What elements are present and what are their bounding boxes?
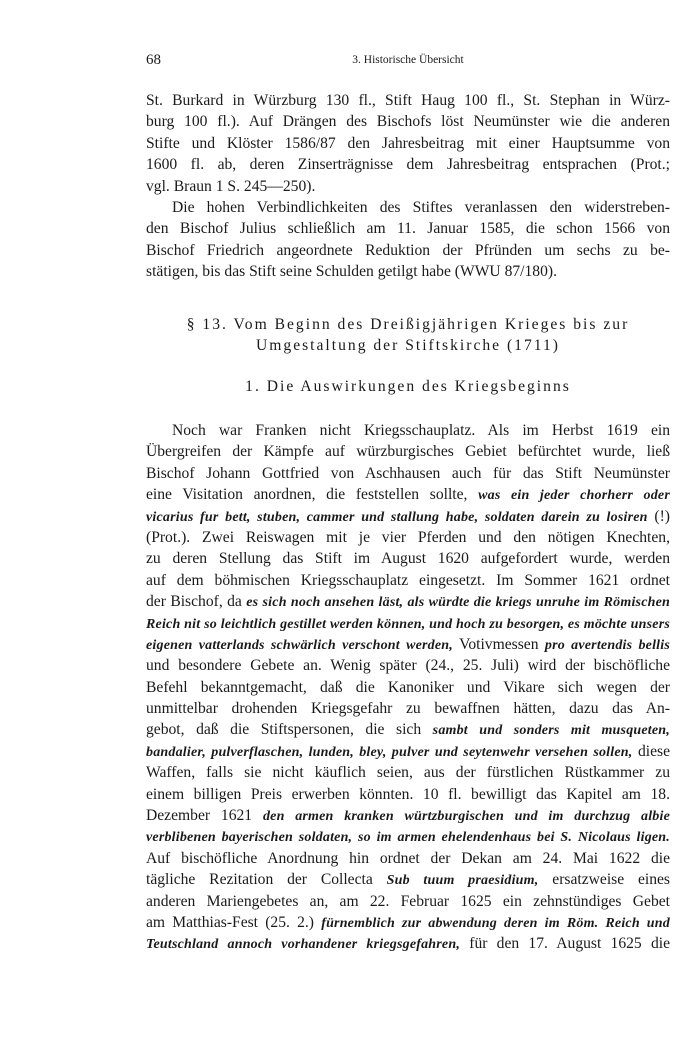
text-run: ersatzweise eines <box>538 871 670 889</box>
text-line <box>146 719 670 740</box>
page-header <box>146 52 670 72</box>
text-run: Votivmessen <box>452 635 545 653</box>
text-line: den Bischof Julius schließlich am 11. Januar 1585, die schon 1566 von <box>146 220 670 238</box>
text-run: gebot, daß die Stiftspersonen, die sich <box>146 721 433 739</box>
quote-run: den armen kranken würtzburgischen und im durchzug albie <box>262 809 670 825</box>
quote-run: Reich nit so leichtlich gestillet werden können, und hoch zu besorgen, es möchte unsers <box>146 616 670 632</box>
section-heading-line-2: Umgestaltung der Stiftskirche (1711) <box>256 337 560 355</box>
text-line <box>146 506 670 527</box>
text-line: 1600 fl. ab, deren Zinserträgnisse dem Jahresbeitrag entsprachen (Prot.; <box>146 156 670 174</box>
section-heading <box>146 314 670 357</box>
text-line <box>146 869 670 890</box>
text-line: anderen Mariengebetes an, am 22. Februar 1625 ein zehnstündiges Gebet <box>146 892 670 910</box>
quote-run: fürnemblich zur abwendung deren im Röm. Reich und <box>321 915 670 931</box>
text-line: Auf bischöfliche Anordnung hin ordnet der Dekan am 24. Mai 1622 die <box>146 849 670 867</box>
quote-run: was ein jeder chorherr oder <box>478 488 670 504</box>
subsection-heading <box>146 376 670 397</box>
text-run: (!) <box>654 507 670 525</box>
quote-run: es sich noch ansehen läst, als würdte die kriegs unruhe im Römischen <box>246 595 670 611</box>
text-line: und besondere Gebete an. Wenig später (24., 25. Juli) wird der bischöfliche <box>146 657 670 675</box>
text-line: vgl. Braun 1 S. 245—250). <box>146 177 316 195</box>
text-line: zu deren Stellung das Stift im August 1620 aufgefordert wurde, werden <box>146 550 670 568</box>
quote-run: bandalier, pulverflaschen, lunden, bley, pulver und seytenwehr versehen sollen, <box>146 744 633 760</box>
text-line: Bischof Johann Gottfried von Aschhausen auch für das Stift Neumünster <box>146 464 670 482</box>
text-line: St. Burkard in Würzburg 130 fl., Stift Haug 100 fl., St. Stephan in Würz- <box>146 92 670 109</box>
text-run: am Matthias-Fest (25. 2.) <box>146 913 322 931</box>
quote-run: sambt und sonders mit musqueten, <box>432 723 670 739</box>
quote-run: verblibenen bayerischen soldaten, so im armen ehelendenhaus bei S. Nicolaus ligen. <box>146 830 670 846</box>
text-line: unmittelbar drohenden Kriegsgefahr zu bewaffnen hätten, dazu das An- <box>146 700 670 718</box>
text-line: auf dem böhmischen Kriegsschauplatz eingesetzt. Im Sommer 1621 ordnet <box>146 571 670 589</box>
text-line: burg 100 fl.). Auf Drängen des Bischofs löst Neumünster wie die anderen <box>146 113 670 131</box>
text-line <box>146 591 670 612</box>
quote-run: vicarius fur bett, stuben, cammer und stallung habe, soldaten darein zu losiren <box>146 509 648 525</box>
text-line: Stifte und Klöster 1586/87 den Jahresbeitrag mit einer Hauptsumme von <box>146 134 670 152</box>
text-line <box>146 634 670 655</box>
text-line <box>146 484 670 505</box>
text-line: Die hohen Verbindlichkeiten des Stiftes veranlassen den widerstreben- <box>172 198 670 216</box>
running-head: 3. Historische Übersicht <box>352 54 464 66</box>
quote-run: Teutschland annoch vorhandener kriegsgefahren, <box>146 937 461 953</box>
text-run: für den 17. August 1625 die <box>460 935 670 953</box>
text-line: Befehl bekanntgemacht, daß die Kanoniker und Vikare sich wegen der <box>146 678 670 696</box>
text-line <box>146 933 670 954</box>
text-line: Bischof Friedrich angeordnete Reduktion der Pfründen um sechs zu be- <box>146 241 670 259</box>
text-run: eine Visitation anordnen, die feststellen sollte, <box>146 486 479 504</box>
page-number: 68 <box>146 52 161 68</box>
text-line: Übergreifen der Kämpfe auf würzburgisches Gebiet befürchtet wurde, ließ <box>146 443 670 461</box>
text-line: Noch war Franken nicht Kriegsschauplatz. Als im Herbst 1619 ein <box>172 422 670 439</box>
text-run: Dezember 1621 <box>146 807 263 825</box>
text-line <box>146 613 670 634</box>
quote-run: Sub tuum praesidium, <box>386 873 539 889</box>
text-line: einem billigen Preis erwerben könnten. 10 fl. bewilligt das Kapitel am 18. <box>146 785 670 803</box>
text-line <box>146 741 670 762</box>
section-heading-line-1: § 13. Vom Beginn des Dreißigjährigen Krieges bis zur <box>186 316 630 333</box>
quote-run: eigenen vatterlands schwärlich verschont werden, <box>146 637 453 653</box>
text-run: diese <box>632 742 670 760</box>
paragraph-3 <box>146 420 670 955</box>
text-line: stätigen, bis das Stift seine Schulden getilgt habe (WWU 87/180). <box>146 263 557 281</box>
text-line: Waffen, falls sie nicht käuflich seien, aus der fürstlichen Rüstkammer zu <box>146 764 670 782</box>
text-line <box>146 912 670 933</box>
text-run: der Bischof, da <box>146 593 247 611</box>
text-line <box>146 826 670 847</box>
text-line <box>146 805 670 826</box>
text-run: tägliche Rezitation der Collecta <box>146 871 387 889</box>
quote-run: pro avertendis bellis <box>544 637 670 653</box>
text-line: (Prot.). Zwei Reiswagen mit je vier Pferden und den nötigen Knechten, <box>146 528 670 546</box>
paragraph-1 <box>146 90 670 283</box>
subsection-heading-text: 1. Die Auswirkungen des Kriegsbeginns <box>245 378 571 395</box>
